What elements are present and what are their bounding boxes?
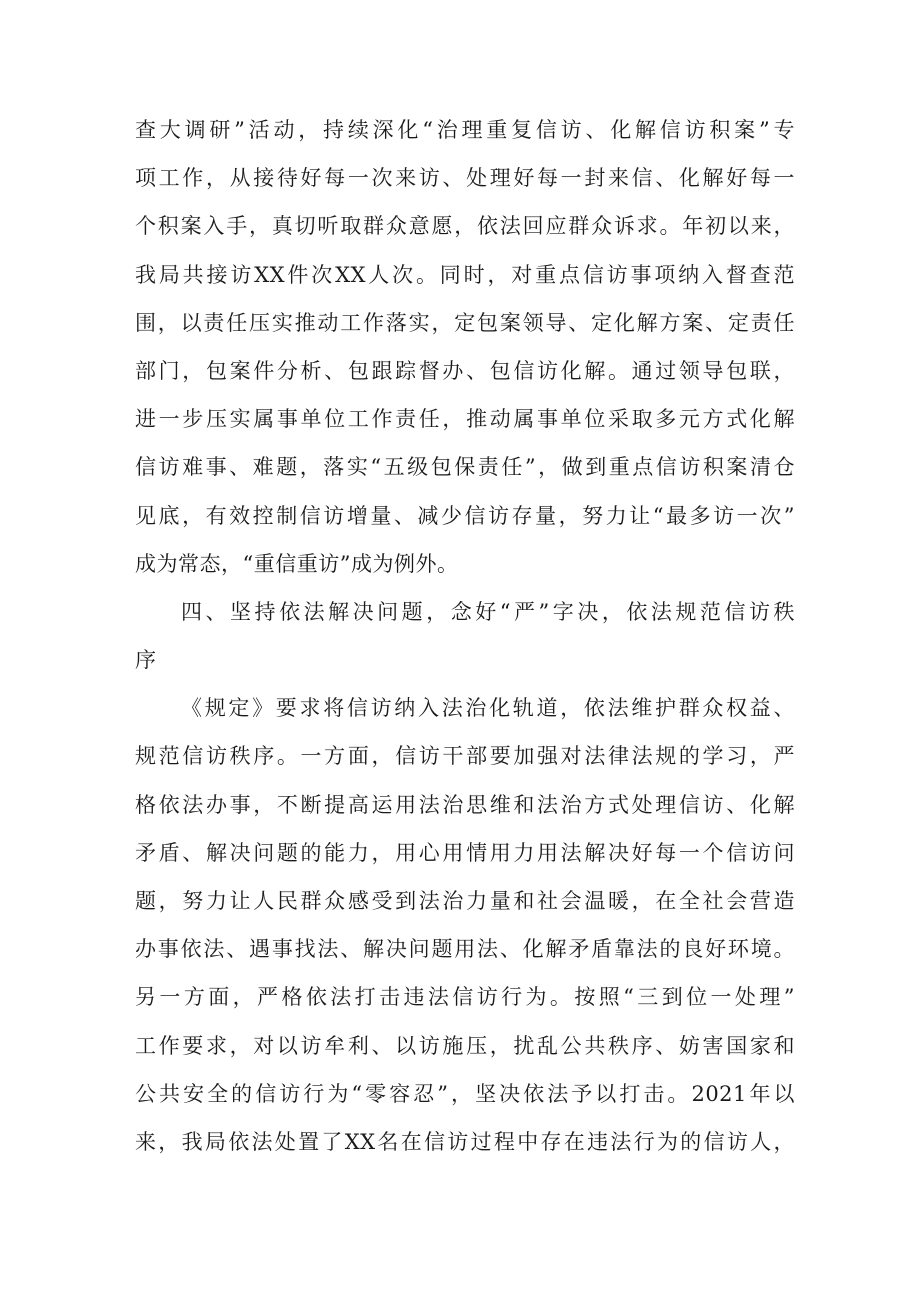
section-heading-line: 四、坚持依法解决问题，念好“严”字决，依法规范信访秩 bbox=[181, 599, 795, 624]
text-line: 办事依法、遇事找法、解决问题用法、化解矛盾靠法的良好环境。 bbox=[135, 937, 795, 962]
section-heading-line: 序 bbox=[135, 648, 157, 673]
text-line: 格依法办事，不断提高运用法治思维和法治方式处理信访、化解 bbox=[135, 792, 795, 817]
text-line: 题，努力让人民群众感受到法治力量和社会温暖，在全社会营造 bbox=[135, 889, 795, 913]
text-line: 个积案入手，真切听取群众意愿，依法回应群众诉求。年初以来， bbox=[135, 214, 795, 239]
text-line: 工作要求，对以访牟利、以访施压，扰乱公共秩序、妨害国家和 bbox=[135, 1033, 795, 1058]
text-line: 项工作，从接待好每一次来访、处理好每一封来信、化解好每一 bbox=[135, 166, 795, 191]
text-line: 另一方面，严格依法打击违法信访行为。按照“三到位一处理” bbox=[135, 985, 795, 1010]
text-line: 公共安全的信访行为“零容忍”，坚决依法予以打击。2021年以 bbox=[135, 1081, 795, 1106]
document-body bbox=[135, 106, 795, 1166]
text-line: 查大调研”活动，持续深化“治理重复信访、化解信访积案”专 bbox=[135, 118, 795, 142]
text-line: 来，我局依法处置了XX名在信访过程中存在违法行为的信访人， bbox=[135, 1129, 795, 1154]
text-line: 围，以责任压实推动工作落实，定包案领导、定化解方案、定责任 bbox=[135, 310, 795, 335]
text-line: 我局共接访XX件次XX人次。同时，对重点信访事项纳入督查范 bbox=[135, 262, 795, 287]
text-line: 矛盾、解决问题的能力，用心用情用力用法解决好每一个信访问 bbox=[135, 840, 795, 865]
text-line: 规范信访秩序。一方面，信访干部要加强对法律法规的学习，严 bbox=[135, 744, 795, 769]
text-line: 进一步压实属事单位工作责任，推动属事单位采取多元方式化解 bbox=[135, 407, 795, 432]
text-line: 《规定》要求将信访纳入法治化轨道，依法维护群众权益、 bbox=[181, 696, 795, 721]
text-line: 部门，包案件分析、包跟踪督办、包信访化解。通过领导包联， bbox=[135, 358, 795, 383]
text-line: 成为常态，“重信重访”成为例外。 bbox=[135, 551, 459, 576]
text-line: 见底，有效控制信访增量、减少信访存量，努力让“最多访一次” bbox=[135, 503, 795, 528]
text-line: 信访难事、难题，落实“五级包保责任”，做到重点信访积案清仓 bbox=[135, 455, 795, 480]
